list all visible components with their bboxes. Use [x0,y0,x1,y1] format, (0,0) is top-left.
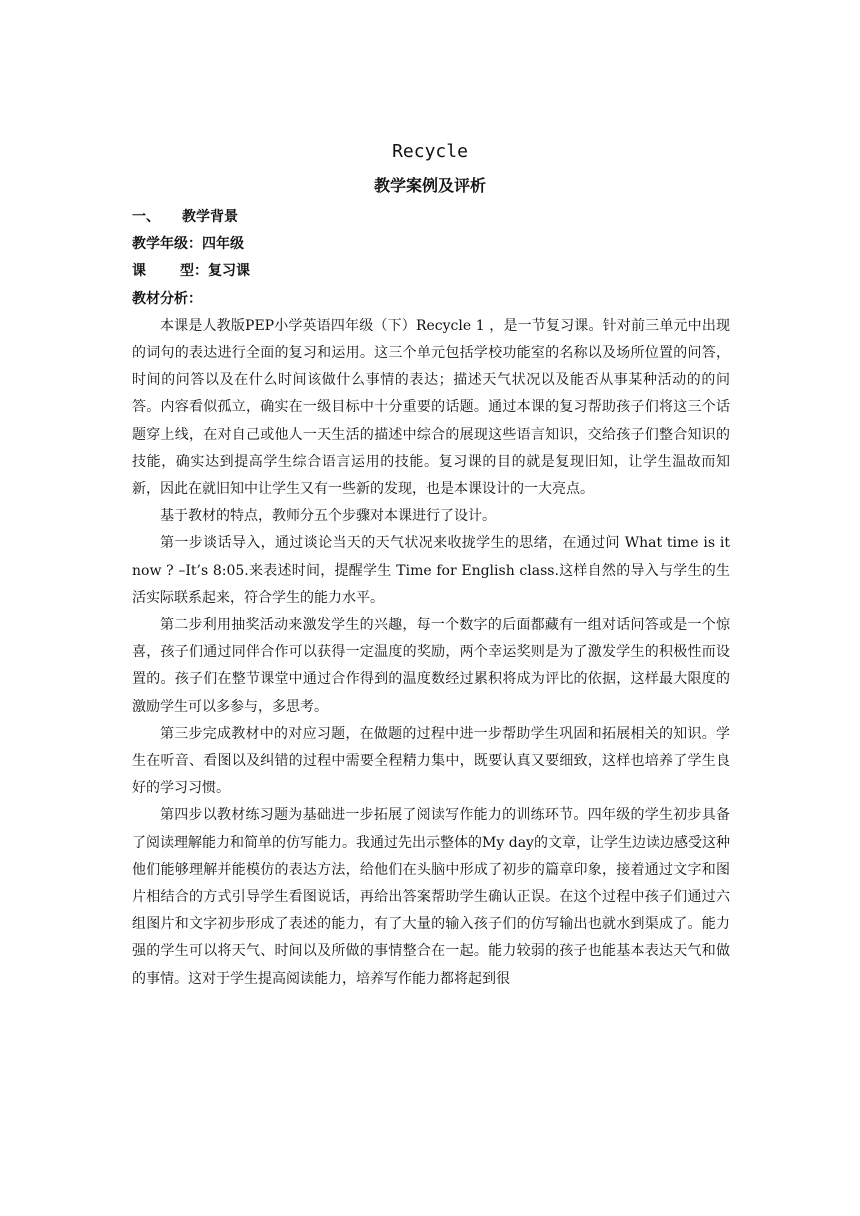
section-title: 教学背景 [182,209,238,225]
document-title-english: Recycle [392,141,468,162]
document-title-chinese: 教学案例及评析 [373,176,486,195]
lesson-type-line [132,258,730,285]
lesson-type-label-b: 型： [180,263,208,280]
lesson-type-label-a: 课 [132,263,146,280]
grade-value: 四年级 [202,236,244,253]
lesson-type-value: 复习课 [208,263,250,280]
section-number: 一、 [132,209,160,225]
paragraph-step-one: 第一步谈话导入，通过谈论当天的天气状况来收拢学生的思绪，在通过问 What time is it now ? –It’s 8:05.来表述时间，提醒学生 Time for English class.这样自然的导入与学生的生活实际联系起来，符合学生的能力水平。 [132,535,730,606]
analysis-label: 教材分析： [132,290,202,307]
document-body [132,204,730,993]
paragraph-step-three: 第三步完成教材中的对应习题，在做题的过程中进一步帮助学生巩固和拓展相关的知识。学生在听音、看图以及纠错的过程中需要全程精力集中，既要认真又要细致，这样也培养了学生良好的学习习惯。 [132,725,730,797]
paragraph-design-overview: 基于教材的特点，教师分五个步骤对本课进行了设计。 [160,508,496,525]
grade-label: 教学年级： [132,236,202,253]
paragraph-intro: 本课是人教版PEP小学英语四年级（下）Recycle 1 ，是一节复习课。针对前三单元中出现的词句的表达进行全面的复习和运用。这三个单元包括学校功能室的名称以及场所位置的问答，时间的问答以及在什么时间该做什么事情的表达；描述天气状况以及能否从事某种活动的的问答。内容看似孤立，确实在一级目标中十分重要的话题。通过本课的复习帮助孩子们将这三个话题穿上线，在对自己或他人一天生活的描述中综合的展现这些语言知识，交给孩子们整合知识的技能，确实达到提高学生综合语言运用的技能。复习课的目的就是复现旧知，让学生温故而知新，因此在就旧知中让学生又有一些新的发现，也是本课设计的一大亮点。 [132,317,730,498]
section-heading [132,204,730,231]
grade-line [132,231,730,258]
paragraph-step-four: 第四步以教材练习题为基础进一步拓展了阅读写作能力的训练环节。四年级的学生初步具备了阅读理解能力和简单的仿写能力。我通过先出示整体的My day的文章，让学生边读边感受这种他们能够理解并能模仿的表达方法，给他们在头脑中形成了初步的篇章印象，接着通过文字和图片相结合的方式引导学生看图说话，再给出答案帮助学生确认正误。在这个过程中孩子们通过六组图片和文字初步形成了表述的能力，有了大量的输入孩子们的仿写输出也就水到渠成了。能力强的学生可以将天气、时间以及所做的事情整合在一起。能力较弱的孩子也能基本表达天气和做的事情。这对于学生提高阅读能力，培养写作能力都将起到很 [132,807,730,987]
paragraph-step-two: 第二步利用抽奖活动来激发学生的兴趣，每一个数字的后面都藏有一组对话问答或是一个惊喜，孩子们通过同伴合作可以获得一定温度的奖励，两个幸运奖则是为了激发学生的积极性而设置的。孩子们在整节课堂中通过合作得到的温度数经过累积将成为评比的依据，这样最大限度的激励学生可以多参与，多思考。 [132,617,730,715]
